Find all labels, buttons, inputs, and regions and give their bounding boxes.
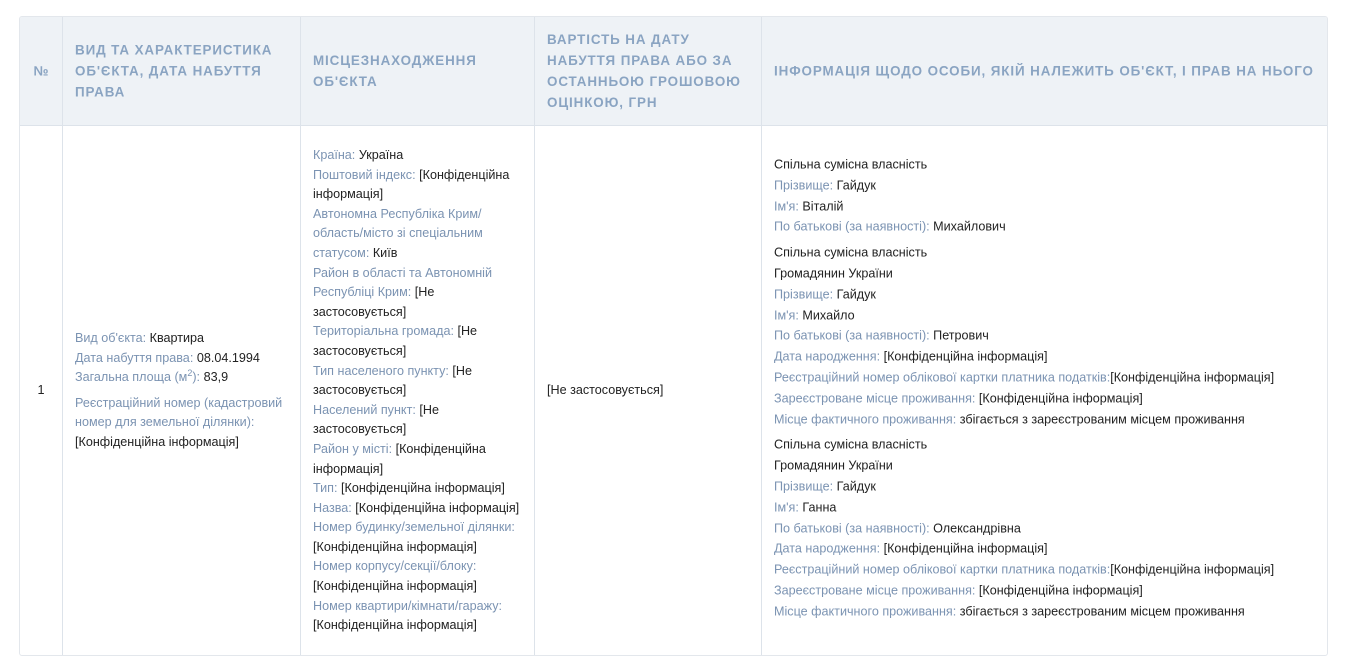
table-row — [20, 125, 1327, 656]
owner-field-label: По батькові (за наявності): — [774, 329, 930, 344]
object-date-label: Дата набуття права: — [75, 350, 194, 365]
location-line — [313, 440, 526, 479]
location-value: [Конфіденційна інформація] — [355, 500, 520, 515]
cell-value — [535, 125, 762, 656]
owner-group — [774, 243, 1321, 430]
location-value: [Конфіденційна інформація] — [313, 539, 477, 554]
header-num: № — [33, 63, 49, 79]
location-label: Номер корпусу/секції/блоку: — [313, 559, 477, 574]
property-table — [19, 16, 1328, 656]
owner-field-value: [Конфіденційна інформація] — [883, 542, 1048, 557]
owner-field-label: Ім'я: — [774, 199, 799, 214]
location-label: Населений пункт: — [313, 402, 416, 417]
owner-line: Спільна сумісна власність — [774, 157, 928, 172]
owner-field-label: Реєстраційний номер облікової картки платника податків: — [774, 562, 1111, 577]
location-line — [313, 166, 526, 205]
location-value: [Не застосовується] — [313, 363, 473, 398]
owner-line: Спільна сумісна власність — [774, 438, 928, 453]
header-cell-owner — [762, 17, 1328, 125]
owner-line — [774, 477, 1321, 498]
location-value: [Конфіденційна інформація] — [313, 441, 486, 476]
owner-field-value: [Конфіденційна інформація] — [978, 391, 1143, 406]
owner-group — [774, 155, 1321, 238]
location-label: Назва: — [313, 500, 352, 515]
object-details — [75, 329, 292, 453]
location-value: Україна — [358, 148, 404, 163]
owner-field-label: Реєстраційний номер облікової картки платника податків: — [774, 370, 1111, 385]
location-label: Тип: — [313, 481, 338, 496]
owner-field-value: Петрович — [933, 329, 989, 344]
header-cell-value — [535, 17, 762, 125]
object-type-value: Квартира — [149, 331, 205, 346]
location-line — [313, 597, 526, 636]
owner-field-value: збігається з зареєстрованим місцем проживання — [959, 604, 1245, 619]
object-area-value: 83,9 — [203, 370, 229, 385]
owner-field-label: Місце фактичного проживання: — [774, 604, 957, 619]
location-line — [313, 479, 526, 499]
owner-line — [774, 176, 1321, 197]
table-header — [20, 17, 1327, 126]
cell-object — [63, 125, 301, 656]
owner-field-value: [Конфіденційна інформація] — [978, 583, 1143, 598]
owner-line: Громадянин України — [774, 458, 893, 473]
location-value: [Конфіденційна інформація] — [313, 618, 477, 633]
object-date-value: 08.04.1994 — [196, 350, 260, 365]
object-type-line — [75, 329, 292, 349]
owner-line — [774, 581, 1321, 602]
owner-line — [774, 368, 1321, 389]
owner-field-value: Гайдук — [836, 287, 876, 302]
owner-field-label: Прізвище: — [774, 479, 834, 494]
location-value: [Конфіденційна інформація] — [313, 167, 510, 202]
object-reg-line — [75, 394, 292, 453]
object-reg-label: Реєстраційний номер (кадастровий номер для земельної ділянки): — [75, 396, 283, 430]
location-line — [313, 322, 526, 361]
owner-field-label: Зареєстроване місце проживання: — [774, 391, 976, 406]
owner-field-label: Місце фактичного проживання: — [774, 412, 957, 427]
object-area-line — [75, 368, 292, 388]
location-label: Район в області та Автономній Республіці Крим: — [313, 265, 493, 300]
value-text: [Не застосовується] — [547, 383, 664, 398]
owner-field-value: Ганна — [802, 500, 837, 515]
location-value: [Конфіденційна інформація] — [341, 481, 505, 496]
location-value: [Не застосовується] — [313, 402, 439, 437]
owner-line — [774, 285, 1321, 306]
owner-field-label: Дата народження: — [774, 349, 881, 364]
location-label: Район у місті: — [313, 441, 393, 456]
header-cell-location — [301, 17, 535, 125]
owner-line — [774, 347, 1321, 368]
object-type-label: Вид об'єкта: — [75, 331, 147, 346]
object-area-label: Загальна площа $(м^2)$: — [75, 368, 201, 385]
owner-field-value: [Конфіденційна інформація] — [1110, 370, 1275, 385]
header-object-type: ВИД ТА ХАРАКТЕРИСТИКА ОБ'ЄКТА, ДАТА НАБУТТЯ ПРАВА — [75, 42, 273, 100]
owner-line — [774, 326, 1321, 347]
location-line — [313, 362, 526, 401]
owner-line — [774, 497, 1321, 518]
cell-owner — [762, 125, 1328, 656]
location-line — [313, 146, 526, 166]
owner-group — [774, 435, 1321, 622]
owner-line — [774, 217, 1321, 238]
location-line — [313, 264, 526, 323]
owner-field-value: [Конфіденційна інформація] — [1110, 562, 1275, 577]
owner-field-label: По батькові (за наявності): — [774, 521, 930, 536]
location-label: Країна: — [313, 148, 356, 163]
owner-field-label: Прізвище: — [774, 287, 834, 302]
owners-details — [774, 155, 1321, 628]
owner-line — [774, 539, 1321, 560]
header-location: МІСЦЕЗНАХОДЖЕННЯ ОБ'ЄКТА — [313, 53, 477, 89]
owner-field-label: Дата народження: — [774, 542, 881, 557]
location-label: Автономна Республіка Крим/ область/місто зі спеціальним статусом: — [313, 206, 483, 261]
owner-line — [774, 305, 1321, 326]
cell-num — [20, 125, 63, 656]
owner-line — [774, 409, 1321, 430]
header-cell-object — [63, 17, 301, 125]
location-label: Поштовий індекс: — [313, 167, 416, 182]
owner-field-label: По батькові (за наявності): — [774, 220, 930, 235]
header-cell-num — [20, 17, 63, 125]
location-value: [Конфіденційна інформація] — [313, 579, 477, 594]
location-label: Територіальна громада: — [313, 324, 454, 339]
owner-field-value: Олександрівна — [933, 521, 1021, 536]
owner-field-value: Михайло — [802, 308, 855, 323]
location-label: Тип населеного пункту: — [313, 363, 449, 378]
location-line — [313, 205, 526, 264]
owner-field-value: Михайлович — [933, 220, 1006, 235]
location-line — [313, 499, 526, 519]
owner-line — [774, 601, 1321, 622]
owner-field-value: збігається з зареєстрованим місцем проживання — [959, 412, 1245, 427]
location-line — [313, 518, 526, 557]
owner-field-value: Гайдук — [836, 178, 876, 193]
owner-field-label: Ім'я: — [774, 500, 799, 515]
location-value: [Не застосовується] — [313, 285, 435, 319]
row-number: 1 — [37, 383, 45, 398]
location-label: Номер квартири/кімнати/гаражу: — [313, 598, 503, 613]
owner-field-value: Віталій — [802, 199, 844, 214]
location-label: Номер будинку/земельної ділянки: — [313, 520, 515, 535]
location-details — [313, 146, 526, 636]
owner-field-label: Зареєстроване місце проживання: — [774, 583, 976, 598]
location-value: [Не застосовується] — [313, 324, 478, 359]
owner-line: Громадянин України — [774, 266, 893, 281]
owner-field-label: Ім'я: — [774, 308, 799, 323]
cell-location — [301, 125, 535, 656]
object-date-line — [75, 349, 292, 369]
owner-line — [774, 389, 1321, 410]
owner-line: Спільна сумісна власність — [774, 245, 928, 260]
owner-field-label: Прізвище: — [774, 178, 834, 193]
location-line — [313, 401, 526, 440]
location-value: Київ — [372, 246, 398, 261]
owner-field-value: Гайдук — [836, 479, 876, 494]
header-value: ВАРТІСТЬ НА ДАТУ НАБУТТЯ ПРАВА АБО ЗА ОСТАННЬОЮ ГРОШОВОЮ ОЦІНКОЮ, ГРН — [547, 32, 741, 110]
object-reg-value: [Конфіденційна інформація] — [75, 435, 239, 450]
header-owner-info: ІНФОРМАЦІЯ ЩОДО ОСОБИ, ЯКІЙ НАЛЕЖИТЬ ОБ'ЄКТ, І ПРАВ НА НЬОГО — [774, 63, 1314, 79]
owner-line — [774, 196, 1321, 217]
location-line — [313, 558, 526, 597]
owner-field-value: [Конфіденційна інформація] — [883, 349, 1048, 364]
owner-line — [774, 518, 1321, 539]
owner-line — [774, 560, 1321, 581]
